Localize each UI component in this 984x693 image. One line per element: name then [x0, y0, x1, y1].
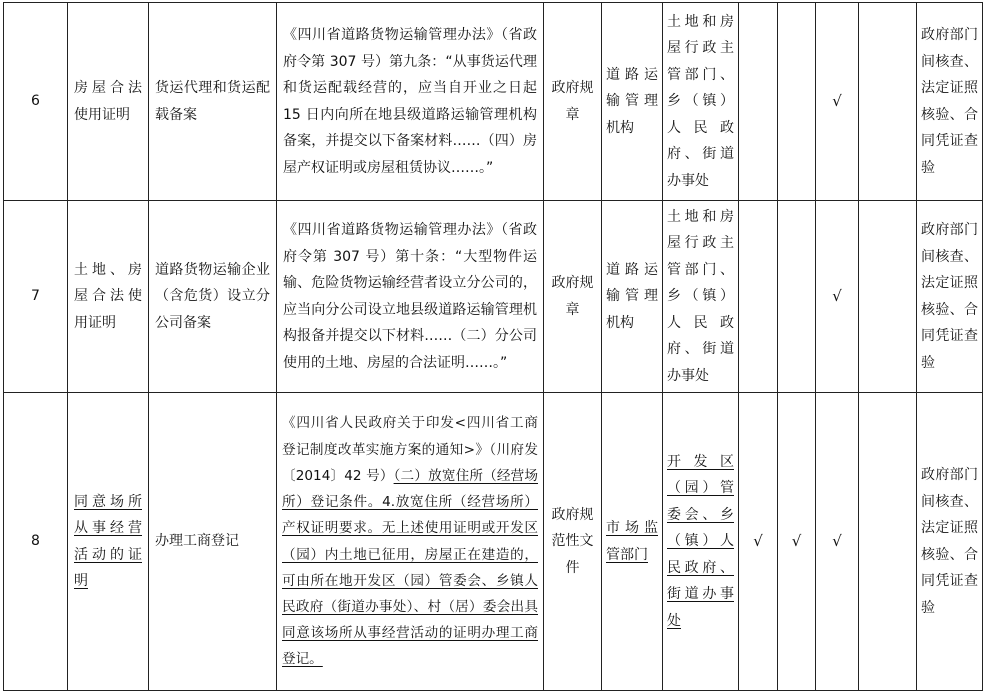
matter-name: 办理工商登记: [149, 393, 277, 691]
basis-type: 政府规范性文件: [544, 393, 602, 691]
responsible-department: 道路运输管理机构: [602, 3, 663, 201]
check-col-4: [859, 393, 917, 691]
legal-basis: [277, 393, 544, 691]
issuing-authority: 开发区（园）管委会、乡（镇）人民政府、街道办事处: [663, 393, 739, 691]
material-name: 房屋合法使用证明: [68, 3, 149, 201]
check-col-2: √: [778, 393, 816, 691]
verification-method: 政府部门间核查、法定证照核验、合同凭证查验: [917, 201, 983, 393]
issuing-authority: 土地和房屋行政主管部门、乡（镇）人民政府、街道办事处: [663, 201, 739, 393]
material-name: 同意场所从事经营活动的证明: [68, 393, 149, 691]
legal-basis-citation: 《四川省人民政府关于印发<四川省工商登记制度改革实施方案的通知>》（川府发〔2014〕42 号）: [282, 415, 538, 484]
responsible-department: 道路运输管理机构: [602, 201, 663, 393]
row-number: 7: [4, 201, 68, 393]
check-col-1: √: [739, 393, 778, 691]
check-col-4: [859, 201, 917, 393]
check-col-4: [859, 3, 917, 201]
row-number: 8: [4, 393, 68, 691]
check-col-3: √: [816, 201, 859, 393]
check-col-3: √: [816, 3, 859, 201]
verification-method: 政府部门间核查、法定证照核验、合同凭证查验: [917, 3, 983, 201]
basis-type: 政府规章: [544, 3, 602, 201]
responsible-department: 市场监管部门: [602, 393, 663, 691]
row-number: 6: [4, 3, 68, 201]
legal-basis: 《四川省道路货物运输管理办法》（省政府令第 307 号）第十条：“大型物件运输、危险货物运输经营者设立分公司的，应当向分公司设立地县级道路运输管理机构报备并提交以下材料……（二）分公司使用的土地、房屋的合法证明……。”: [277, 201, 544, 393]
legal-basis-clause: （二）放宽住所（经营场所）登记条件。4.放宽住所（经营场所）产权证明要求。无上述使用证明或开发区（园）内土地已征用，房屋正在建造的，可由所在地开发区（园）管委会、乡镇人民政府（街道办事处）、村（居）委会出具同意该场所从事经营活动的证明办理工商登记。: [282, 467, 538, 668]
check-col-1: [739, 201, 778, 393]
certificate-table: [3, 2, 983, 691]
basis-type: 政府规章: [544, 201, 602, 393]
issuing-authority: 土地和房屋行政主管部门、乡（镇）人民政府、街道办事处: [663, 3, 739, 201]
matter-name: 货运代理和货运配载备案: [149, 3, 277, 201]
table-row: [4, 3, 983, 201]
check-col-2: [778, 3, 816, 201]
table-row: [4, 201, 983, 393]
verification-method: 政府部门间核查、法定证照核验、合同凭证查验: [917, 393, 983, 691]
check-col-3: √: [816, 393, 859, 691]
table-row: [4, 393, 983, 691]
matter-name: 道路货物运输企业（含危货）设立分公司备案: [149, 201, 277, 393]
material-name: 土地、房屋合法使用证明: [68, 201, 149, 393]
check-col-2: [778, 201, 816, 393]
check-col-1: [739, 3, 778, 201]
legal-basis: 《四川省道路货物运输管理办法》（省政府令第 307 号）第九条：“从事货运代理和货运配载经营的，应当自开业之日起 15 日内向所在地县级道路运输管理机构备案，并提交以下备案材料……（四）房屋产权证明或房屋租赁协议……。”: [277, 3, 544, 201]
